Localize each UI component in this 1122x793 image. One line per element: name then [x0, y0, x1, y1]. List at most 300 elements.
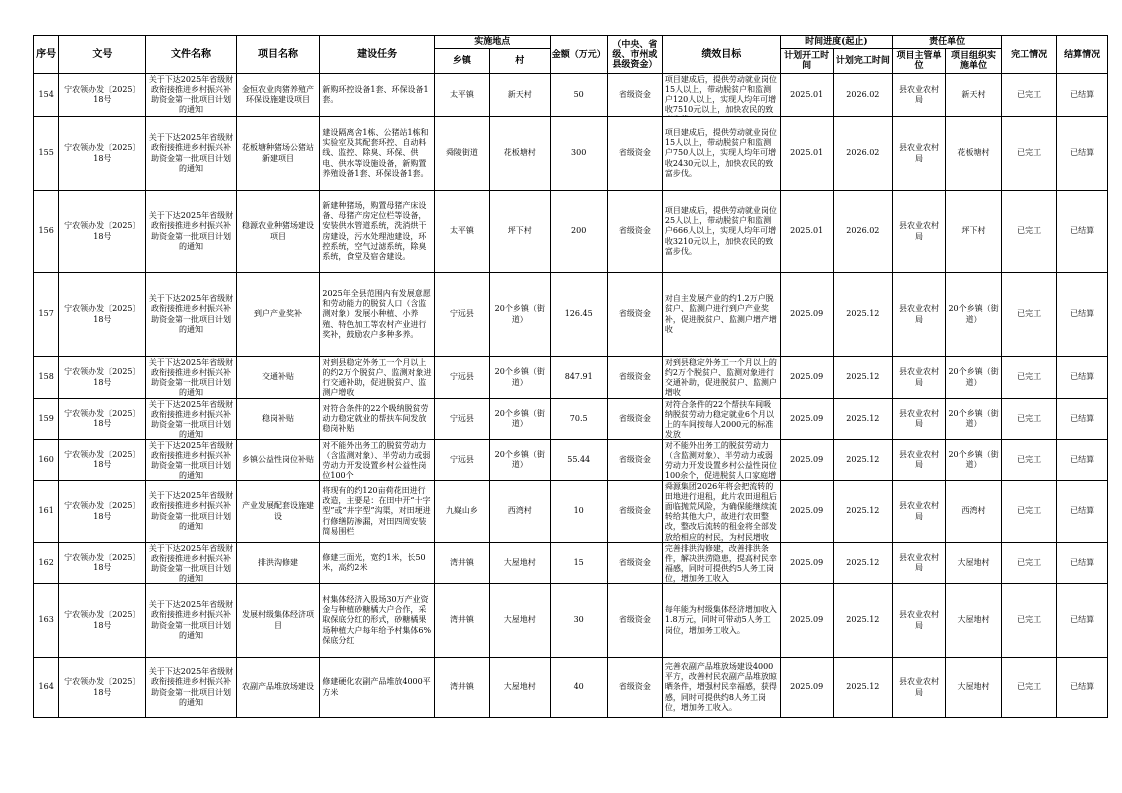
cell-doc-no-text: 宁农领办发〔2025〕18号	[64, 84, 141, 104]
cell-project-name-text: 产业发展配套设施建设	[242, 501, 314, 521]
cell-settlement-text: 已结算	[1070, 557, 1095, 567]
cell-doc-no	[59, 543, 146, 584]
cell-amount-text: 847.91	[564, 372, 593, 382]
cell-settlement	[1057, 117, 1108, 191]
cell-fund-level-text: 省级资金	[618, 506, 651, 516]
cell-task	[320, 273, 435, 357]
table-body	[34, 74, 1108, 718]
cell-implementer-text: 新天村	[961, 89, 986, 99]
table-row	[34, 481, 1108, 543]
header-start: 计划开工时间	[780, 49, 833, 74]
cell-task	[320, 74, 435, 117]
cell-project-name	[236, 273, 320, 357]
cell-completion	[1002, 658, 1057, 718]
cell-end	[833, 357, 892, 399]
cell-town	[434, 543, 489, 584]
cell-completion	[1002, 543, 1057, 584]
cell-town-text: 宁远县	[449, 309, 474, 319]
cell-task	[320, 584, 435, 658]
cell-completion-text: 已完工	[1017, 506, 1042, 516]
cell-town	[434, 117, 489, 191]
cell-seq	[34, 440, 59, 481]
cell-village-text: 大屋地村	[503, 615, 536, 625]
cell-end-text: 2025.12	[846, 309, 880, 319]
cell-project-name-text: 金恒农业肉猪养殖产环保设施建设项目	[242, 84, 314, 104]
header-completion: 完工情况	[1002, 36, 1057, 74]
cell-town-text: 舜陵街道	[445, 148, 478, 158]
cell-fund-level	[607, 273, 662, 357]
cell-village-text: 花板塘村	[503, 148, 536, 158]
cell-doc-no	[59, 440, 146, 481]
cell-settlement	[1057, 658, 1108, 718]
cell-implementer	[945, 357, 1001, 399]
cell-completion-text: 已完工	[1017, 557, 1042, 567]
cell-seq-text: 154	[38, 89, 54, 99]
cell-seq	[34, 191, 59, 273]
cell-seq	[34, 584, 59, 658]
cell-implementer	[945, 658, 1001, 718]
cell-amount	[550, 658, 607, 718]
table-row	[34, 543, 1108, 584]
cell-settlement	[1057, 584, 1108, 658]
cell-village-text: 坪下村	[507, 226, 532, 236]
cell-supervisor-text: 县农业农村局	[899, 408, 939, 428]
cell-fund-level-text: 省级资金	[618, 454, 651, 464]
cell-village	[489, 584, 550, 658]
table-row	[34, 399, 1108, 440]
cell-goal	[662, 357, 780, 399]
cell-village-text: 大屋地村	[503, 682, 536, 692]
cell-fund-level	[607, 543, 662, 584]
cell-task	[320, 191, 435, 273]
cell-supervisor	[893, 440, 946, 481]
cell-completion-text: 已完工	[1017, 615, 1042, 625]
cell-goal	[662, 117, 780, 191]
cell-doc-no-text: 宁农领办发〔2025〕18号	[64, 677, 141, 697]
cell-start	[780, 191, 833, 273]
cell-town	[434, 191, 489, 273]
cell-village-text: 20个乡镇（街道）	[494, 449, 545, 469]
cell-start	[780, 658, 833, 718]
cell-completion-text: 已完工	[1017, 309, 1042, 319]
cell-doc-no	[59, 273, 146, 357]
cell-town	[434, 357, 489, 399]
header-village: 村	[489, 49, 550, 74]
cell-goal	[662, 191, 780, 273]
cell-end-text: 2025.12	[846, 557, 880, 567]
cell-town-text: 宁远县	[449, 413, 474, 423]
cell-village-text: 20个乡镇（街道）	[494, 304, 545, 324]
cell-seq-text: 160	[38, 454, 54, 464]
cell-end	[833, 543, 892, 584]
project-table-sheet	[33, 35, 1108, 718]
cell-start-text: 2025.09	[790, 372, 824, 382]
cell-end	[833, 191, 892, 273]
cell-supervisor	[893, 74, 946, 117]
header-fund-level: （中央、省级、市州或县级资金）	[607, 36, 662, 74]
cell-fund-level	[607, 399, 662, 440]
cell-village	[489, 440, 550, 481]
cell-implementer	[945, 273, 1001, 357]
cell-project-name	[236, 74, 320, 117]
cell-goal-text: 项目建成后，提供劳动就业岗位15人以上，带动脱贫户和监测户120人以上，实现人均年可增收7510元以上，加快农民的致	[664, 74, 777, 115]
cell-amount	[550, 357, 607, 399]
cell-completion-text: 已完工	[1017, 372, 1042, 382]
cell-settlement	[1057, 357, 1108, 399]
cell-task	[320, 481, 435, 543]
cell-doc-no	[59, 74, 146, 117]
cell-project-name	[236, 191, 320, 273]
cell-supervisor	[893, 273, 946, 357]
cell-implementer-text: 坪下村	[961, 226, 986, 236]
cell-settlement	[1057, 74, 1108, 117]
cell-end-text: 2026.02	[846, 226, 880, 236]
cell-implementer	[945, 191, 1001, 273]
cell-start	[780, 357, 833, 399]
header-task: 建设任务	[320, 36, 435, 74]
cell-file-name	[146, 191, 236, 273]
cell-town	[434, 399, 489, 440]
cell-goal-text: 对到县稳定外务工一个月以上的约2万个脱贫户、监测对象进行交通补助，促进脱贫户、监测户增收	[664, 357, 777, 398]
cell-file-name	[146, 481, 236, 543]
cell-settlement-text: 已结算	[1070, 413, 1095, 423]
cell-file-name	[146, 357, 236, 399]
cell-task-text: 对到县稳定外务工一个月以上的约2万个脱贫户、监测对象进行交通补助，促进脱贫户、监测户增收	[322, 357, 432, 398]
cell-goal	[662, 658, 780, 718]
cell-start-text: 2025.09	[790, 615, 824, 625]
cell-seq	[34, 273, 59, 357]
cell-fund-level-text: 省级资金	[618, 309, 651, 319]
cell-supervisor	[893, 481, 946, 543]
cell-fund-level-text: 省级资金	[618, 372, 651, 382]
cell-start	[780, 481, 833, 543]
cell-completion	[1002, 117, 1057, 191]
cell-fund-level-text: 省级资金	[618, 682, 651, 692]
cell-settlement-text: 已结算	[1070, 682, 1095, 692]
cell-project-name	[236, 543, 320, 584]
cell-start-text: 2025.01	[790, 148, 824, 158]
cell-seq	[34, 74, 59, 117]
cell-amount-text: 30	[573, 615, 584, 625]
cell-start-text: 2025.09	[790, 454, 824, 464]
cell-fund-level-text: 省级资金	[618, 148, 651, 158]
cell-end-text: 2025.12	[846, 454, 880, 464]
cell-end	[833, 74, 892, 117]
cell-file-name	[146, 273, 236, 357]
cell-settlement-text: 已结算	[1070, 454, 1095, 464]
cell-start-text: 2025.09	[790, 413, 824, 423]
cell-amount-text: 300	[571, 148, 587, 158]
cell-amount-text: 70.5	[569, 413, 588, 423]
cell-seq	[34, 658, 59, 718]
cell-supervisor-text: 县农业农村局	[899, 501, 939, 521]
header-responsible: 责任单位	[893, 36, 1002, 49]
cell-start-text: 2025.09	[790, 309, 824, 319]
cell-file-name	[146, 584, 236, 658]
cell-completion	[1002, 273, 1057, 357]
cell-amount-text: 40	[573, 682, 584, 692]
cell-supervisor-text: 县农业农村局	[899, 221, 939, 241]
cell-town	[434, 658, 489, 718]
cell-end-text: 2026.02	[846, 148, 880, 158]
cell-fund-level-text: 省级资金	[618, 226, 651, 236]
cell-goal-text: 对自主发展产业的约1.2万户脱贫户、监测户进行到户产业奖补，促进脱贫户、监测户增产增收	[664, 294, 777, 334]
cell-doc-no-text: 宁农领办发〔2025〕18号	[64, 501, 141, 521]
cell-completion	[1002, 74, 1057, 117]
cell-start	[780, 117, 833, 191]
cell-completion-text: 已完工	[1017, 89, 1042, 99]
cell-seq	[34, 481, 59, 543]
cell-task	[320, 117, 435, 191]
cell-end	[833, 399, 892, 440]
cell-town-text: 湾井镇	[449, 615, 474, 625]
cell-fund-level	[607, 74, 662, 117]
cell-fund-level	[607, 440, 662, 481]
cell-settlement-text: 已结算	[1070, 372, 1095, 382]
cell-town-text: 湾井镇	[449, 682, 474, 692]
cell-file-name-text: 关于下达2025年省级财政衔接推进乡村振兴补助资金第一批项目计划的通知	[148, 294, 234, 334]
cell-town-text: 宁远县	[449, 372, 474, 382]
cell-village	[489, 273, 550, 357]
cell-goal	[662, 273, 780, 357]
cell-amount-text: 55.44	[567, 454, 591, 464]
cell-start	[780, 74, 833, 117]
cell-implementer-text: 20个乡镇（街道）	[948, 449, 999, 469]
cell-supervisor	[893, 584, 946, 658]
cell-project-name-text: 花板塘种猪场公猪站新建项目	[242, 143, 314, 163]
cell-amount	[550, 74, 607, 117]
cell-task-text: 对符合条件的22个吸纳脱贫劳动力稳定就业的帮扶车间发放稳岗补贴	[322, 403, 429, 434]
table-row	[34, 658, 1108, 718]
cell-village-text: 20个乡镇（街道）	[494, 367, 545, 387]
table-row	[34, 117, 1108, 191]
cell-seq	[34, 399, 59, 440]
header-location: 实施地点	[434, 36, 550, 49]
table-row	[34, 357, 1108, 399]
cell-project-name	[236, 117, 320, 191]
header-end: 计划完工时间	[833, 49, 892, 74]
cell-amount-text: 15	[573, 557, 584, 567]
cell-town-text: 宁远县	[449, 454, 474, 464]
cell-project-name	[236, 399, 320, 440]
cell-village	[489, 399, 550, 440]
cell-doc-no-text: 宁农领办发〔2025〕18号	[64, 408, 141, 428]
cell-fund-level	[607, 357, 662, 399]
cell-settlement	[1057, 481, 1108, 543]
cell-village	[489, 191, 550, 273]
cell-implementer	[945, 117, 1001, 191]
cell-end	[833, 117, 892, 191]
cell-supervisor-text: 县农业农村局	[899, 677, 939, 697]
cell-settlement	[1057, 440, 1108, 481]
cell-town-text: 湾井镇	[449, 557, 474, 567]
cell-task	[320, 357, 435, 399]
cell-end-text: 2025.12	[846, 615, 880, 625]
cell-file-name-text: 关于下达2025年省级财政衔接推进乡村振兴补助资金第一批项目计划的通知	[148, 357, 234, 398]
cell-end	[833, 584, 892, 658]
cell-end-text: 2025.12	[846, 413, 880, 423]
cell-project-name	[236, 440, 320, 481]
cell-town	[434, 74, 489, 117]
header-supervisor: 项目主管单位	[893, 49, 946, 74]
cell-project-name	[236, 357, 320, 399]
cell-goal	[662, 584, 780, 658]
cell-supervisor	[893, 191, 946, 273]
cell-project-name-text: 农副产品堆放场建设	[242, 682, 314, 692]
cell-goal-text: 对符合条件的22个帮扶车间吸纳脱贫劳动力稳定就业6个月以上的车间按每人2000元的标准发放	[664, 399, 774, 439]
cell-project-name	[236, 658, 320, 718]
cell-file-name-text: 关于下达2025年省级财政衔接推进乡村振兴补助资金第一批项目计划的通知	[148, 211, 234, 251]
table-row	[34, 74, 1108, 117]
cell-end	[833, 481, 892, 543]
cell-supervisor-text: 县农业农村局	[899, 449, 939, 469]
cell-doc-no-text: 宁农领办发〔2025〕18号	[64, 367, 141, 387]
cell-fund-level	[607, 658, 662, 718]
cell-fund-level	[607, 117, 662, 191]
cell-doc-no-text: 宁农领办发〔2025〕18号	[64, 449, 141, 469]
cell-goal-text: 完善农副产品堆放场建设4000平方，改善村民农副产品堆放晾晒条件，增强村民幸福感，获得感，同时可提供约8人务工岗位，增加务工收入。	[664, 661, 777, 712]
cell-task-text: 建设隔离舍1栋、公猪站1栋和实验室及其配套环控、自动料线、监控、除臭、环保、供电、供水等设施设备，新购置养殖设备1套、环保设备1套。	[322, 127, 429, 178]
cell-village-text: 新天村	[507, 89, 532, 99]
cell-doc-no	[59, 481, 146, 543]
cell-completion	[1002, 481, 1057, 543]
cell-project-name-text: 交通补贴	[262, 372, 294, 382]
cell-implementer	[945, 584, 1001, 658]
table-row	[34, 584, 1108, 658]
cell-town-text: 太平镇	[449, 226, 474, 236]
cell-town-text: 九嶷山乡	[445, 506, 478, 516]
cell-fund-level-text: 省级资金	[618, 557, 651, 567]
cell-end-text: 2025.12	[846, 372, 880, 382]
cell-amount	[550, 191, 607, 273]
cell-task	[320, 440, 435, 481]
cell-project-name-text: 发展村级集体经济项目	[242, 610, 314, 630]
cell-seq-text: 162	[38, 557, 54, 567]
table-header	[34, 36, 1108, 74]
cell-project-name	[236, 481, 320, 543]
cell-task-text: 对不能外出务工的脱贫劳动力（含监测对象）、半劳动力或弱劳动力开发设置乡村公益性岗位100个	[322, 440, 431, 480]
cell-settlement	[1057, 191, 1108, 273]
cell-village-text: 西湾村	[507, 506, 532, 516]
cell-implementer-text: 花板塘村	[957, 148, 990, 158]
cell-seq	[34, 117, 59, 191]
cell-project-name-text: 到户产业奖补	[254, 309, 302, 319]
cell-implementer-text: 大屋地村	[957, 682, 990, 692]
cell-settlement	[1057, 399, 1108, 440]
cell-file-name-text: 关于下达2025年省级财政衔接推进乡村振兴补助资金第一批项目计划的通知	[148, 133, 234, 173]
cell-file-name-text: 关于下达2025年省级财政衔接推进乡村振兴补助资金第一批项目计划的通知	[148, 440, 234, 480]
cell-amount	[550, 117, 607, 191]
cell-doc-no	[59, 584, 146, 658]
cell-settlement-text: 已结算	[1070, 309, 1095, 319]
cell-file-name	[146, 440, 236, 481]
cell-supervisor	[893, 357, 946, 399]
cell-task	[320, 658, 435, 718]
cell-supervisor	[893, 543, 946, 584]
cell-amount	[550, 440, 607, 481]
cell-fund-level	[607, 481, 662, 543]
cell-project-name-text: 稳源农业种猪场建设项目	[242, 221, 314, 241]
cell-seq-text: 156	[38, 226, 54, 236]
cell-end	[833, 658, 892, 718]
cell-doc-no	[59, 357, 146, 399]
cell-implementer-text: 20个乡镇（街道）	[948, 304, 999, 324]
cell-amount-text: 10	[573, 506, 584, 516]
cell-seq-text: 157	[38, 309, 54, 319]
cell-doc-no	[59, 399, 146, 440]
cell-completion-text: 已完工	[1017, 682, 1042, 692]
header-file-name: 文件名称	[146, 36, 236, 74]
cell-supervisor	[893, 399, 946, 440]
cell-end-text: 2025.12	[846, 506, 880, 516]
cell-supervisor	[893, 117, 946, 191]
cell-implementer-text: 大屋地村	[957, 615, 990, 625]
cell-supervisor-text: 县农业农村局	[899, 84, 939, 104]
cell-seq	[34, 357, 59, 399]
cell-town-text: 太平镇	[449, 89, 474, 99]
cell-village-text: 大屋地村	[503, 557, 536, 567]
cell-doc-no-text: 宁农领办发〔2025〕18号	[64, 304, 141, 324]
cell-goal-text: 对不能外出务工的脱贫劳动力（含监测对象）、半劳动力或弱劳动力开发设置乡村公益性岗位100余个，促进脱贫人口家庭增	[664, 440, 777, 480]
cell-amount-text: 126.45	[564, 309, 593, 319]
cell-project-name	[236, 584, 320, 658]
cell-end	[833, 440, 892, 481]
cell-implementer-text: 大屋地村	[957, 557, 990, 567]
cell-start	[780, 273, 833, 357]
cell-seq-text: 164	[38, 682, 54, 692]
cell-completion-text: 已完工	[1017, 413, 1042, 423]
cell-start	[780, 399, 833, 440]
cell-supervisor-text: 县农业农村局	[899, 304, 939, 324]
cell-start	[780, 543, 833, 584]
cell-file-name-text: 关于下达2025年省级财政衔接推进乡村振兴补助资金第一批项目计划的通知	[148, 600, 234, 640]
cell-start-text: 2025.09	[790, 506, 824, 516]
cell-doc-no-text: 宁农领办发〔2025〕18号	[64, 221, 141, 241]
cell-completion	[1002, 191, 1057, 273]
cell-file-name	[146, 399, 236, 440]
cell-supervisor-text: 县农业农村局	[899, 610, 939, 630]
cell-settlement-text: 已结算	[1070, 615, 1095, 625]
cell-file-name-text: 关于下达2025年省级财政衔接推进乡村振兴补助资金第一批项目计划的通知	[148, 74, 234, 115]
cell-implementer	[945, 543, 1001, 584]
cell-town	[434, 440, 489, 481]
cell-implementer-text: 20个乡镇（街道）	[948, 408, 999, 428]
cell-start-text: 2025.01	[790, 226, 824, 236]
cell-file-name-text: 关于下达2025年省级财政衔接推进乡村振兴补助资金第一批项目计划的通知	[148, 667, 234, 707]
cell-completion-text: 已完工	[1017, 226, 1042, 236]
cell-village	[489, 658, 550, 718]
cell-fund-level-text: 省级资金	[618, 89, 651, 99]
cell-town	[434, 481, 489, 543]
cell-task-text: 将现有的约120亩荷花田进行改造，主要是：在田中开“十字型”或“井字型”沟渠，对田埂进行修缮防渗漏，对田四周安装简易围栏	[322, 485, 431, 536]
cell-completion	[1002, 357, 1057, 399]
cell-seq-text: 161	[38, 506, 54, 516]
cell-completion-text: 已完工	[1017, 454, 1042, 464]
cell-end	[833, 273, 892, 357]
cell-supervisor-text: 县农业农村局	[899, 552, 939, 572]
cell-task-text: 修建三面光，宽约1米，长50米，高约2米	[322, 552, 426, 572]
cell-doc-no	[59, 117, 146, 191]
cell-amount	[550, 273, 607, 357]
cell-village	[489, 74, 550, 117]
cell-completion	[1002, 399, 1057, 440]
cell-implementer-text: 西湾村	[961, 506, 986, 516]
table-row	[34, 273, 1108, 357]
cell-goal	[662, 440, 780, 481]
cell-village	[489, 357, 550, 399]
cell-file-name-text: 关于下达2025年省级财政衔接推进乡村振兴补助资金第一批项目计划的通知	[148, 491, 234, 531]
cell-seq-text: 158	[38, 372, 54, 382]
